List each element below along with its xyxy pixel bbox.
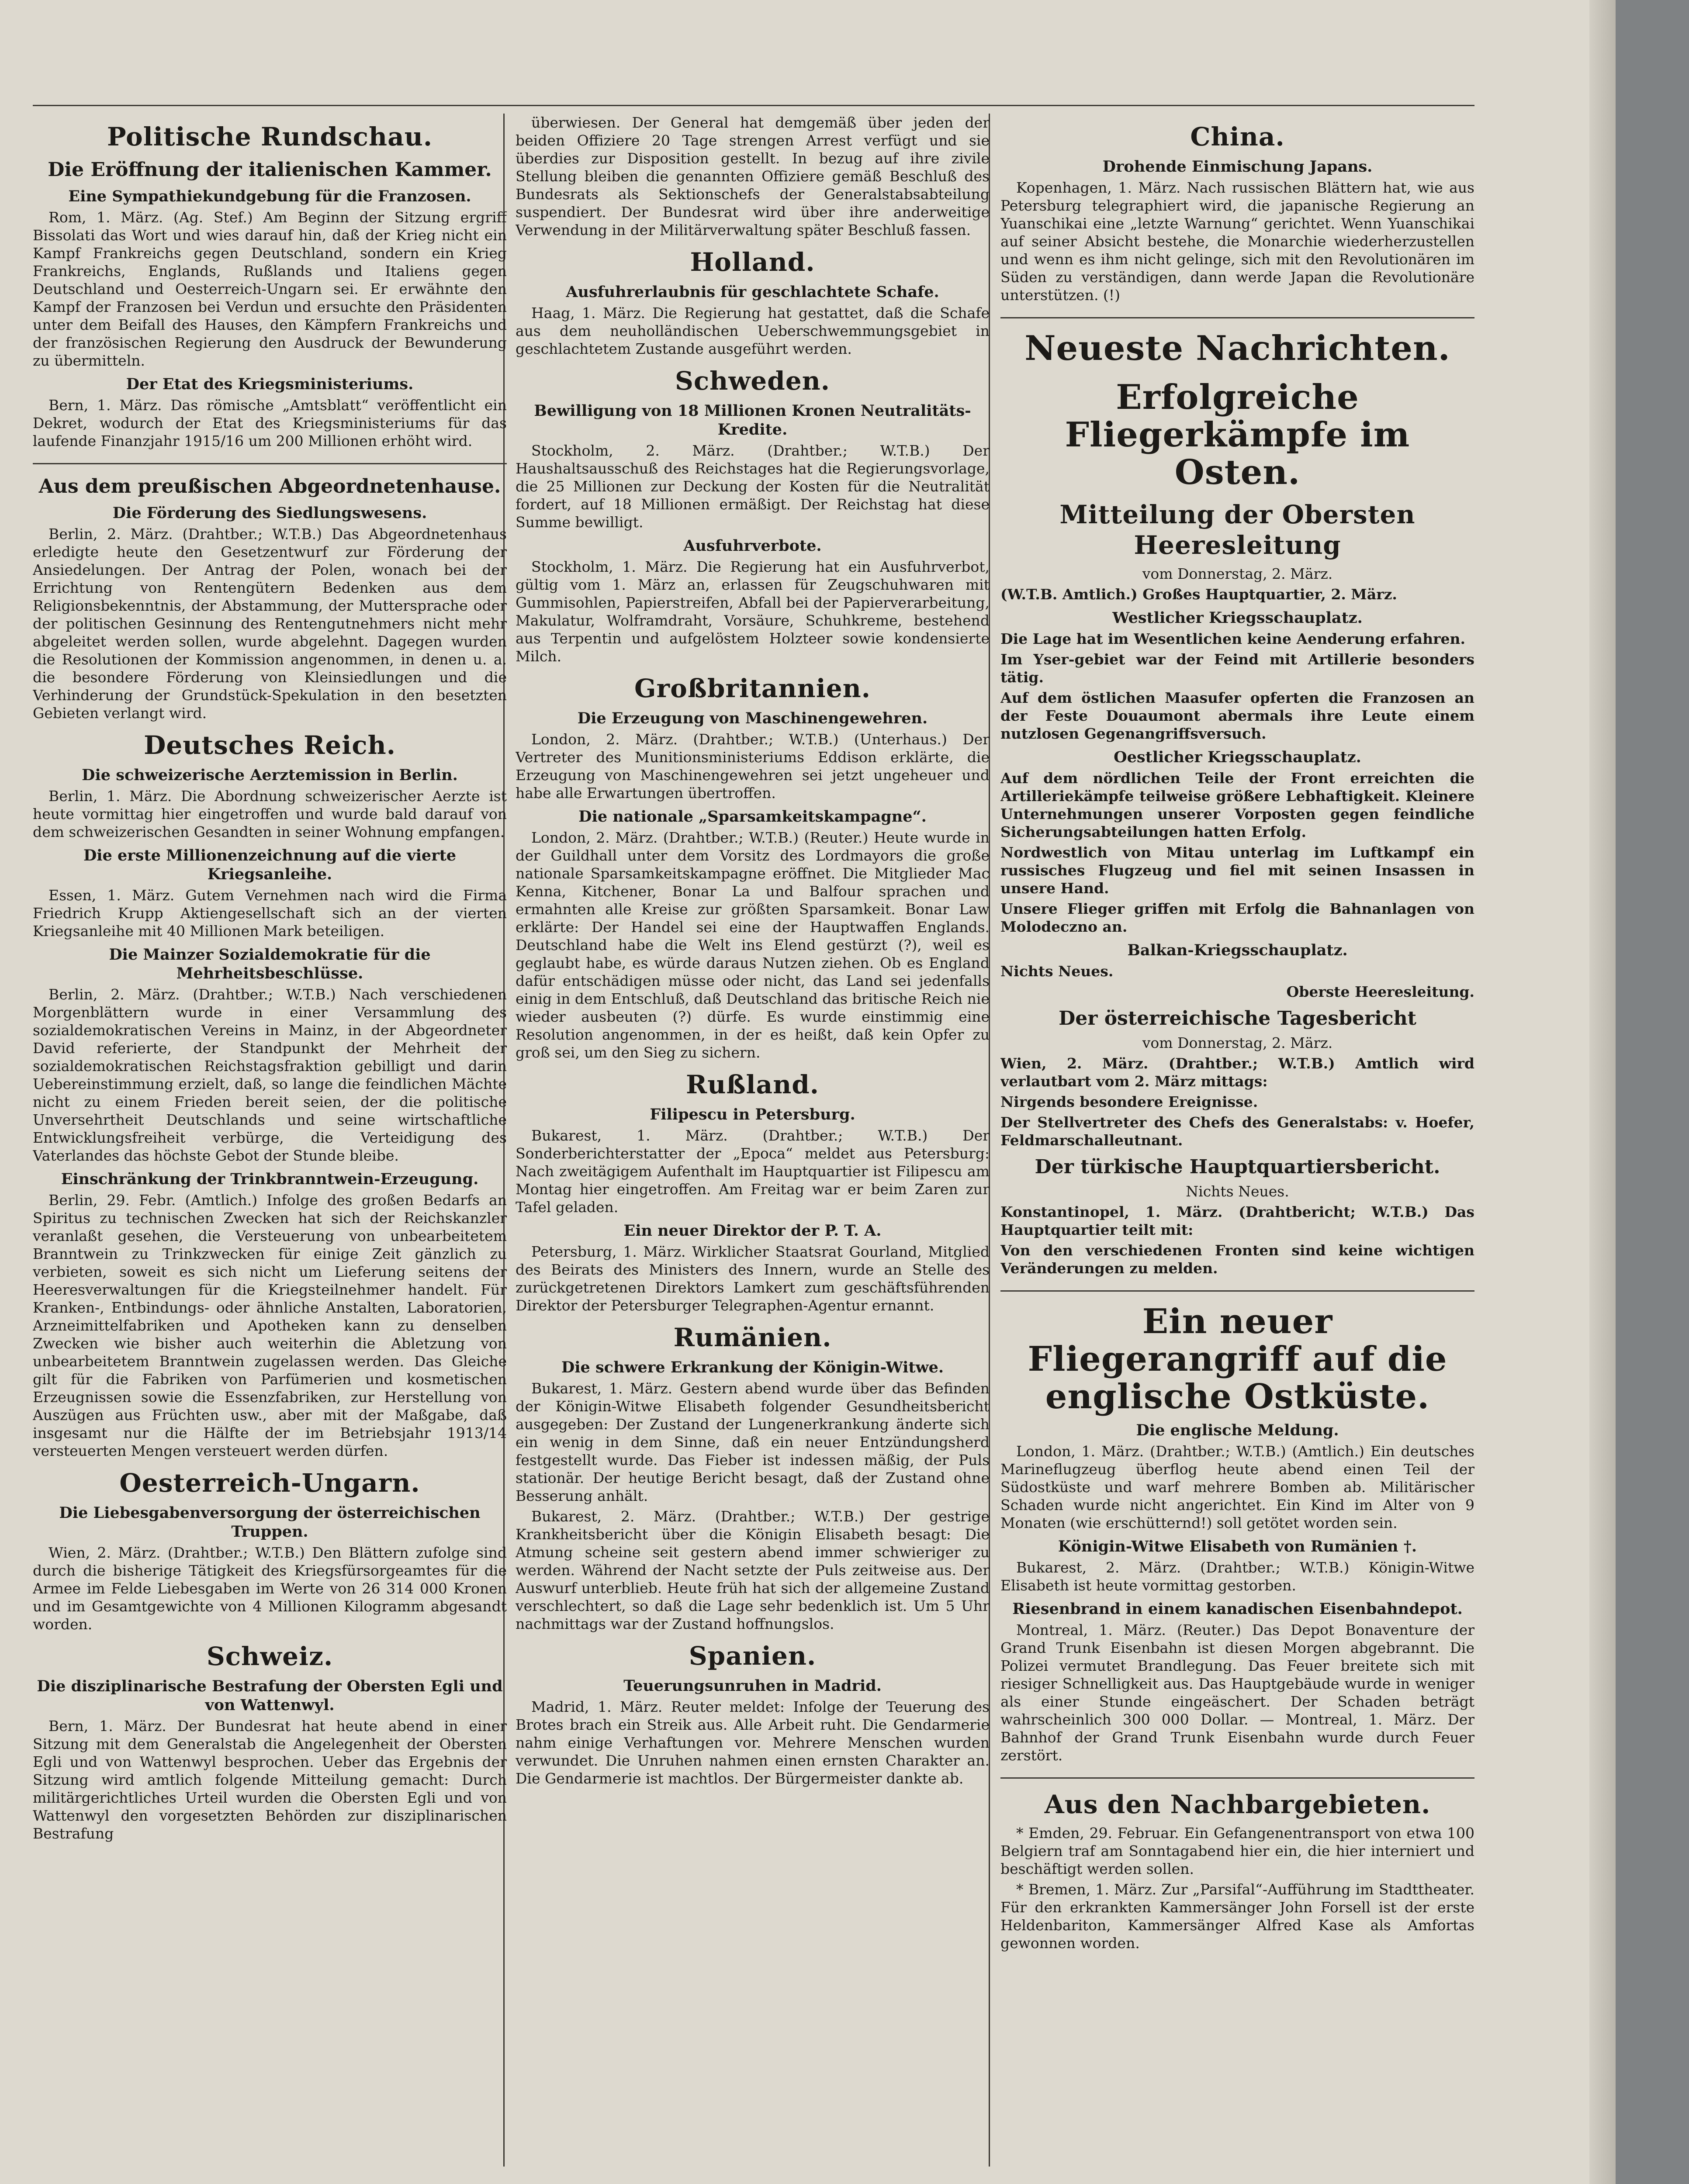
article-paragraph: Nirgends besondere Ereignisse. (1000, 1093, 1258, 1110)
article-paragraph: Stockholm, 2. März. (Drahtber.; W.T.B.) Der Haushaltsausschuß des Reichstages hat die Regierungsvorlage, die 25 Millionen zur Deckung der Kosten für die Neutralität fordert, auf 18 Millionen ermäßigt. Der Reichstag hat diese Summe bewilligt. (516, 442, 990, 531)
subhead-filipescu: Filipescu in Petersburg. (650, 1106, 855, 1123)
page-binding-edge (1589, 0, 1616, 2184)
article-paragraph: London, 2. März. (Drahtber.; W.T.B.) (Unterhaus.) Der Vertreter des Munitionsministeriums Eddison erklärte, die Erzeugung von Maschinengewehren sei jetzt ungeheuer und habe alle Erwartungen übertroffen. (516, 731, 990, 802)
subhead-japan: Drohende Einmischung Japans. (1102, 158, 1373, 176)
section-divider (1000, 1290, 1474, 1292)
subhead-sparsamkeit: Die nationale „Sparsamkeitskampagne“. (578, 808, 927, 826)
article-paragraph: Bukarest, 2. März. (Drahtber.; W.T.B.) Königin-Witwe Elisabeth ist heute vormittag gestorben. (1000, 1559, 1474, 1594)
section-title-neueste-nachrichten: Neueste Nachrichten. (1024, 328, 1450, 368)
article-paragraph-continued: überwiesen. Der General hat demgemäß über jeden der beiden Offiziere 20 Tage strengen Arrest verfügt und sie überdies zur Disposition gestellt. In bezug auf ihre zivile Stellung bleiben die genannten Offiziere gemäß Beschluß des Bundesrats als Sektionschefs der Generalstabsabteilung suspendiert. Der Bundesrat wird über ihre anderweitige Verwendung in der Militärverwaltung später Beschluß fassen. (516, 114, 990, 238)
article-paragraph: Madrid, 1. März. Reuter meldet: Infolge der Teuerung des Brotes brach ein Streik aus. Alle Arbeit ruht. Die Gendarmerie nahm einige Verhaftungen vor. Mehrere Menschen wurden verwundet. Die Unruhen nahmen einen ernsten Charakter an. Die Gendarmerie ist machtlos. Der Bürgermeister dankte ab. (516, 1698, 990, 1787)
report-date: vom Donnerstag, 2. März. (1142, 565, 1333, 582)
section-divider (1000, 1777, 1474, 1779)
subhead-maschinengewehre: Die Erzeugung von Maschinengewehren. (577, 709, 928, 727)
subhead-bestrafung: Die disziplinarische Bestrafung der Obersten Egli und von Wattenwyl. (37, 1677, 503, 1714)
section-title-oesterreich-ungarn: Oesterreich-Ungarn. (119, 1468, 420, 1498)
article-paragraph: London, 1. März. (Drahtber.; W.T.B.) (Amtlich.) Ein deutsches Marineflugzeug überflog heute abend einen Teil der Südostküste und warf mehrere Bomben ab. Militärischer Schaden wurde nicht angerichtet. Ein Kind im Alter von 9 Monaten (wie erschütternd!) soll getötet worden sein. (1000, 1443, 1474, 1531)
subhead-englische-meldung: Die englische Meldung. (1136, 1421, 1339, 1439)
headline-tuerkei-bericht: Der türkische Hauptquartiersbericht. (1035, 1156, 1440, 1178)
subhead-balkan: Balkan-Kriegsschauplatz. (1127, 941, 1348, 959)
subhead-oestlich: Oestlicher Kriegsschauplatz. (1114, 748, 1361, 766)
report-date: vom Donnerstag, 2. März. (1142, 1034, 1333, 1051)
article-paragraph: Die Lage hat im Wesentlichen keine Aenderung erfahren. (1000, 630, 1465, 647)
article-paragraph: Im Yser-gebiet war der Feind mit Artillerie besonders tätig. (1000, 651, 1474, 686)
subhead-branntwein: Einschränkung der Trinkbranntwein-Erzeugung. (61, 1170, 479, 1188)
article-paragraph: * Emden, 29. Februar. Ein Gefangenentransport von etwa 100 Belgiern traf am Sonntagabend hier ein, die hier interniert und beschäftigt werden sollen. (1000, 1825, 1474, 1877)
signature-heeresleitung: Oberste Heeresleitung. (1286, 983, 1474, 1000)
subhead-sozialdemokratie: Die Mainzer Sozialdemokratie für die Mehrheitsbeschlüsse. (109, 946, 431, 982)
subhead-riesenbrand: Riesenbrand in einem kanadischen Eisenbahndepot. (1012, 1600, 1463, 1618)
article-paragraph: Montreal, 1. März. (Reuter.) Das Depot Bonaventure der Grand Trunk Eisenbahn ist diesen Morgen abgebrannt. Die Polizei vermutet Brandlegung. Das Feuer breitete sich mit riesiger Schnelligkeit aus. Das Hauptgebäude wurde in weniger als einer Stunde eingeäschert. Der Schaden beträgt wahrscheinlich 300 000 Dollar. — Montreal, 1. März. Der Bahnhof der Grand Trunk Eisenbahn wurde durch Feuer zerstört. (1000, 1621, 1474, 1764)
header-rule (33, 105, 1474, 106)
article-paragraph: Essen, 1. März. Gutem Vernehmen nach wird die Firma Friedrich Krupp Aktiengesellschaft sich an der vierten Kriegsanleihe mit 40 Millionen Mark beteiligen. (33, 887, 507, 940)
article-paragraph: Haag, 1. März. Die Regierung hat gestattet, daß die Schafe aus dem neuholländischen Ueberschwemmungsgebiet in geschlachtetem Zustande ausgeführt werden. (516, 304, 990, 357)
headline-oesterreich-bericht: Der österreichische Tagesbericht (1059, 1007, 1416, 1030)
article-paragraph: Kopenhagen, 1. März. Nach russischen Blättern hat, wie aus Petersburg telegraphiert wird, die japanische Regierung an Yuanschikai eine „letzte Warnung“ gerichtet. Wenn Yuanschikai auf seiner Absicht bestehe, die Monarchie wiederherzustellen und wenn es ihm nicht gelinge, sich mit den Revolutionären im Süden zu verständigen, dann werde Japan die Revolutionäre unterstützen. (!) (1000, 179, 1474, 304)
section-title-schweiz: Schweiz. (206, 1641, 333, 1671)
section-title-holland: Holland. (690, 247, 815, 277)
subhead-aerztemission: Die schweizerische Aerztemission in Berlin. (82, 766, 458, 784)
article-paragraph: Nichts Neues. (1000, 963, 1114, 980)
section-title-russland: Rußland. (686, 1070, 819, 1099)
article-paragraph: Von den verschiedenen Fronten sind keine wichtigen Veränderungen zu melden. (1000, 1242, 1474, 1277)
article-paragraph: Berlin, 29. Febr. (Amtlich.) Infolge des großen Bedarfs an Spiritus zu technischen Zwecken hat sich der Reichskanzler veranlaßt gesehen, die Versteuerung von unbearbeitetem Branntwein zu Trinkzwecken für einige Zeit gänzlich zu verbieten, soweit es sich nicht um Lieferung seitens der Heeresverwaltungen für die Kriegsteilnehmer handelt. Für Kranken-, Entbindungs- oder ähnliche Anstalten, Laboratorien, Arzneimittelfabriken und Apotheken kann zu denselben Zwecken wie bisher auch weiterhin die Abletzung von unbearbeitetem Branntwein zugelassen werden. Das Gleiche gilt für die Fabriken von Parfümerien und kosmetischen Erzeugnissen sowie die Essenzfabriken, zur Herstellung von Auszügen aus Früchten usw., aber mit der Maßgabe, daß insgesamt nur die Hälfte der im Betriebsjahr 1913/14 versteuerten Mengen versteuert werden dürfen. (33, 1192, 507, 1459)
article-paragraph: Wien, 2. März. (Drahtber.; W.T.B.) Den Blättern zufolge sind durch die bisherige Tätigkeit des Kriegsfürsorgeamtes für die Armee im Felde Liebesgaben im Werte von 26 314 000 Kronen und im Gesamtgewichte von 4 Millionen Kilogramm abgesandt worden. (33, 1544, 507, 1633)
headline-kammer: Die Eröffnung der italienischen Kammer. (48, 159, 492, 181)
article-paragraph: Berlin, 1. März. Die Abordnung schweizerischer Aerzte ist heute vormittag hier eingetroffen und wurde bald darauf von dem schweizerischen Gesandten in seiner Wohnung empfangen. (33, 788, 507, 840)
article-paragraph: Bukarest, 1. März. (Drahtber.; W.T.B.) Der Sonderberichterstatter der „Epoca“ meldet aus Petersburg: Nach zweitägigem Aufenthalt im Hauptquartier ist Filipescu am Montag hier eingetroffen. Am Freitag war er beim Zaren zur Tafel geladen. (516, 1127, 990, 1216)
article-paragraph: * Bremen, 1. März. Zur „Parsifal“-Aufführung im Stadttheater. Für den erkrankten Kammersänger John Forsell ist der erste Heldenbariton, Kammersänger Alfred Kase als Amfortas gewonnen worden. (1000, 1881, 1474, 1952)
subhead-direktor: Ein neuer Direktor der P. T. A. (623, 1222, 882, 1240)
subhead-westlich: Westlicher Kriegsschauplatz. (1112, 609, 1363, 627)
section-divider (1000, 317, 1474, 318)
subhead-siedlung: Die Förderung des Siedlungswesens. (112, 504, 427, 522)
subhead-koenigin: Die schwere Erkrankung der Königin-Witwe. (561, 1358, 944, 1376)
article-paragraph: Bukarest, 2. März. (Drahtber.; W.T.B.) Der gestrige Krankheitsbericht über die Königin Elisabeth besagt: Die Atmung scheine seit gestern abend immer schwieriger zu werden. Während der Nacht setzte der Puls zeitweise aus. Der Auswurf unterblieb. Heute früh hat sich der allgemeine Zustand verschlechtert, so daß die Lage sehr bedenklich ist. Um 5 Uhr nachmittags war der Zustand hoffnungslos. (516, 1508, 990, 1632)
section-title-politische-rundschau: Politische Rundschau. (107, 122, 433, 152)
article-paragraph: (W.T.B. Amtlich.) Großes Hauptquartier, 2. März. (1000, 586, 1397, 603)
article-paragraph: Berlin, 2. März. (Drahtber.; W.T.B.) Nach verschiedenen Morgenblättern wurde in einer Versammlung des sozialdemokratischen Vereins in Mainz, in der Abgeordneter David referierte, der Standpunkt der Mehrheit der sozialdemokratischen Reichstagsfraktion gebilligt und darin Uebereinstimmung erzielt, daß, so lange die feindlichen Mächte nicht zu einem Frieden bereit seien, der die politische Unversehrtheit Deutschlands und seine wirtschaftliche Entwicklungsfreiheit verbürge, die Verteidigung des Vaterlandes das höchste Gebot der Stunde bleibe. (33, 986, 507, 1164)
article-paragraph: Nordwestlich von Mitau unterlag im Luftkampf ein russisches Flugzeug und fiel mit seinen Insassen in unsere Hand. (1000, 844, 1474, 897)
section-title-grossbritannien: Großbritannien. (634, 674, 871, 703)
article-paragraph: Bern, 1. März. Der Bundesrat hat heute abend in einer Sitzung mit dem Generalstab die Angelegenheit der Obersten Egli und von Wattenwyl besprochen. Ueber das Ergebnis der Sitzung wird amtlich folgende Mitteilung gemacht: Durch militärgerichtliches Urteil wurden die Obersten Egli und von Wattenwyl den vorgesetzten Behörden zur disziplinarischen Bestrafung (33, 1717, 507, 1842)
subhead-koenigin-tod: Königin-Witwe Elisabeth von Rumänien †. (1058, 1538, 1417, 1555)
subhead-ausfuhrverbote: Ausfuhrverbote. (683, 537, 822, 555)
article-paragraph: Petersburg, 1. März. Wirklicher Staatsrat Gourland, Mitglied des Beirats des Ministers des Innern, wurde an Stelle des zurückgetretenen Direktors Lamkert zum geschäftsführenden Direktor der Petersburger Telegraphen-Agentur ernannt. (516, 1243, 990, 1314)
article-paragraph: Auf dem nördlichen Teile der Front erreichten die Artilleriekämpfe teilweise größere Lebhaftigkeit. Kleinere Unternehmungen unserer Vorposten gegen feindliche Sicherungsabteilungen hatten Erfolg. (1000, 770, 1474, 840)
article-paragraph: London, 2. März. (Drahtber.; W.T.B.) (Reuter.) Heute wurde in der Guildhall unter dem Vorsitz des Lordmayors die große nationale Sparsamkeitskampagne eröffnet. Die Mitglieder Mac Kenna, Kitchener, Bonar La und Balfour sprachen und ermahnten alle Kreise zur größten Sparsamkeit. Bonar Law erklärte: Der Handel sei eine der Hauptwaffen Englands. Deutschland habe die Welt ins Elend gestürzt (?), weil es geglaubt habe, es würde daraus Nutzen ziehen. Ob es England dafür entschädigen müsse oder nicht, das Land sei jedenfalls einig in dem Entschluß, daß Deutschland das britische Reich nie wieder ausbeuten (?) dürfe. Es wurde einstimmig eine Resolution angenommen, in der es heißt, daß kein Opfer zu groß sei, um den Sieg zu sichern. (516, 829, 990, 1061)
section-title-rumaenien: Rumänien. (673, 1323, 832, 1352)
article-paragraph: Rom, 1. März. (Ag. Stef.) Am Beginn der Sitzung ergriff Bissolati das Wort und wies darauf hin, daß der Krieg nicht ein Kampf Frankreichs gegen Deutschland, sondern ein Krieg Frankreichs, Englands, Rußlands und Italiens gegen Deutschland und Oesterreich-Ungarn sei. Er erwähnte den Kampf der Franzosen bei Verdun und ersuchte den Präsidenten unter dem Beifall des Hauses, den Kämpfern Frankreichs und der französischen Regierung den Ausdruck der Bewunderung zu übermitteln. (33, 209, 507, 369)
subhead-kriegsanleihe: Die erste Millionenzeichnung auf die vierte Kriegsanleihe. (83, 847, 457, 883)
article-paragraph: Stockholm, 1. März. Die Regierung hat ein Ausfuhrverbot, gültig vom 1. März an, erlassen für Zeugschuhwaren mit Gummisohlen, Papierstreifen, Abfall bei der Papierverarbeitung, Makulatur, Wolframdraht, Vorsäure, Schuhkreme, bestehend aus Terpentin und aufgelöstem Holzteer sowie kondensierte Milch. (516, 558, 990, 665)
article-paragraph: Unsere Flieger griffen mit Erfolg die Bahnanlagen von Molodeczno an. (1000, 900, 1474, 935)
section-title-nachbargebiete: Aus den Nachbargebieten. (1044, 1790, 1431, 1819)
column-3 (1000, 114, 1474, 2184)
headline-fliegerkaempfe: Erfolgreiche Fliegerkämpfe im Osten. (1065, 377, 1410, 492)
section-title-spanien: Spanien. (689, 1641, 817, 1671)
article-paragraph: Wien, 2. März. (Drahtber.; W.T.B.) Amtlich wird verlautbart vom 2. März mittags: (1000, 1055, 1474, 1090)
headline-heeresleitung: Mitteilung der Obersten Heeresleitung (1059, 500, 1416, 560)
column-2 (516, 114, 990, 2184)
subhead-liebesgaben: Die Liebesgabenversorgung der österreichischen Truppen. (59, 1504, 481, 1541)
article-paragraph: Berlin, 2. März. (Drahtber.; W.T.B.) Das Abgeordnetenhaus erledigte heute den Gesetzentwurf zur Förderung der Ansiedelungen. Der Antrag der Polen, wonach bei der Errichtung von Rentengütern Bedenken aus dem Religionsbekenntnis, der Abstammung, der Muttersprache oder der politischen Gesinnung des Rentengutnehmers nicht mehr abgeleitet werden sollen, wurde abgelehnt. Dagegen wurden die Resolutionen der Kommission angenommen, in denen u. a. die besondere Förderung von Kleinsiedlungen und die Verhinderung der Grundstück-Spekulation in den besetzten Gebieten verlangt wird. (33, 525, 507, 722)
article-paragraph: Bukarest, 1. März. Gestern abend wurde über das Befinden der Königin-Witwe Elisabeth folgender Gesundheitsbericht ausgegeben: Der Zustand der Lungenerkrankung änderte sich ein wenig in dem Sinne, daß ein neuer Entzündungsherd festgestellt wurde. Das Fieber ist indessen mäßig, der Puls stationär. Der heutige Bericht besagt, daß der Zustand ohne Besserung anhält. (516, 1380, 990, 1504)
column-1 (33, 114, 507, 2184)
headline-fliegerangriff: Ein neuer Fliegerangriff auf die englische Ostküste. (1028, 1302, 1447, 1417)
subhead-madrid: Teuerungsunruhen in Madrid. (623, 1677, 882, 1695)
headline-abgeordnetenhaus: Aus dem preußischen Abgeordnetenhause. (38, 475, 501, 498)
section-title-deutsches-reich: Deutsches Reich. (144, 730, 396, 760)
section-divider (33, 463, 507, 464)
article-paragraph: Konstantinopel, 1. März. (Drahtbericht; W.T.B.) Das Hauptquartier teilt mit: (1000, 1203, 1474, 1238)
section-title-schweden: Schweden. (675, 366, 831, 396)
subhead-schafe: Ausfuhrerlaubnis für geschlachtete Schafe. (566, 283, 939, 301)
section-title-china: China. (1190, 122, 1285, 152)
subhead-sympathie: Eine Sympathiekundgebung für die Franzosen. (68, 187, 471, 205)
subhead-neutralitaet: Bewilligung von 18 Millionen Kronen Neutralitäts-Kredite. (534, 402, 971, 439)
article-paragraph: Der Stellvertreter des Chefs des Generalstabs: v. Hoefer, Feldmarschalleutnant. (1000, 1114, 1474, 1149)
article-paragraph: Bern, 1. März. Das römische „Amtsblatt“ veröffentlicht ein Dekret, wodurch der Etat des Kriegsministeriums für das laufende Finanzjahr 1915/16 um 200 Millionen erhöht wird. (33, 397, 507, 449)
subhead-etat: Der Etat des Kriegsministeriums. (126, 375, 414, 393)
article-paragraph: Auf dem östlichen Maasufer opferten die Franzosen an der Feste Douaumont abermals ihre Leute einem nutzlosen Gegenangriffsversuch. (1000, 689, 1474, 742)
report-note: Nichts Neues. (1186, 1183, 1289, 1200)
